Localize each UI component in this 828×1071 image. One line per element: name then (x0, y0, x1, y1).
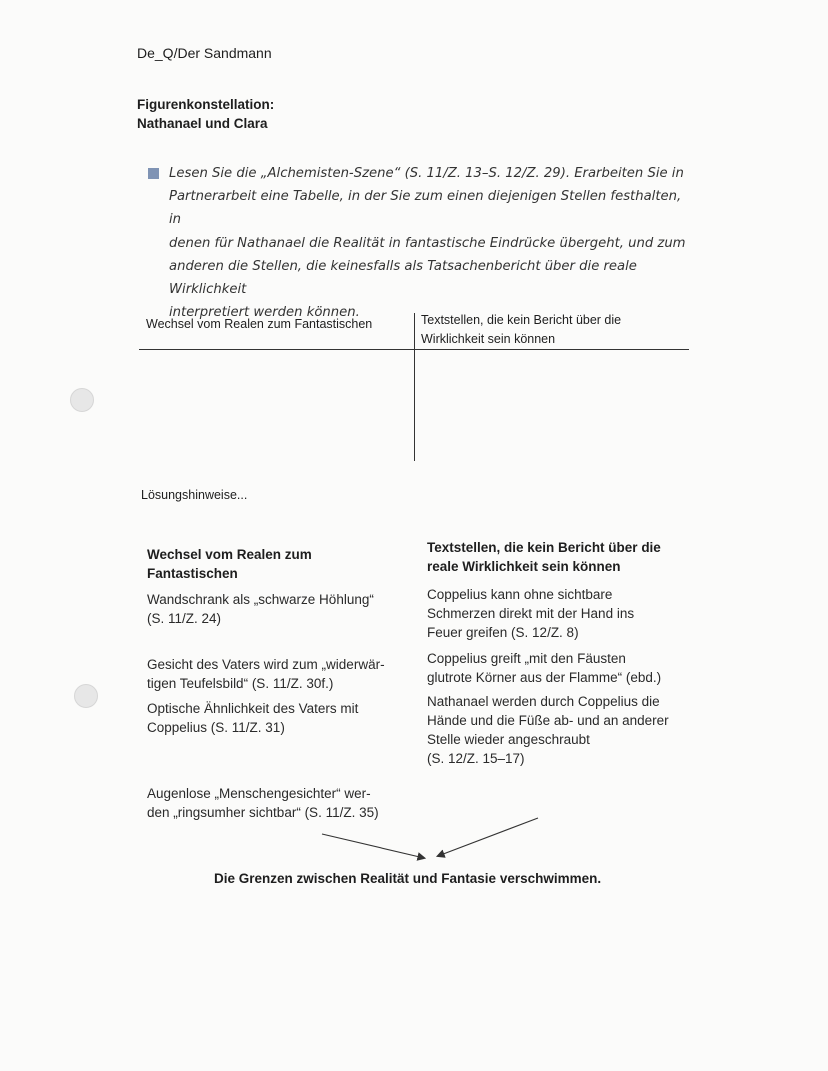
conclusion-text: Die Grenzen zwischen Realität und Fantasie verschwimmen. (214, 871, 602, 886)
header-line: Textstellen, die kein Bericht über die (421, 313, 622, 327)
item-line: (S. 11/Z. 24) (147, 611, 222, 626)
item-line: Nathanael werden durch Coppelius die (427, 694, 660, 709)
arrow-left (322, 834, 424, 858)
task-line: Partnerarbeit eine Tabelle, in der Sie zum einen diejenigen Stellen festhalten, in (169, 189, 682, 228)
solution-col1-heading (147, 545, 312, 583)
item-line: den „ringsumher sichtbar“ (S. 11/Z. 35) (147, 805, 379, 820)
item-line: Coppelius greift „mit den Fäusten (427, 651, 626, 666)
punch-hole (70, 388, 94, 412)
solution-col2-heading (427, 538, 661, 576)
page-header: De_Q/Der Sandmann (137, 45, 272, 61)
item-line: Stelle wieder angeschraubt (427, 732, 590, 747)
task-line: interpretiert werden können. (169, 305, 360, 321)
solution-label: Lösungshinweise... (141, 488, 248, 502)
item-line: Optische Ähnlichkeit des Vaters mit (147, 701, 359, 716)
item-line: Coppelius (S. 11/Z. 31) (147, 720, 285, 735)
item-line: Gesicht des Vaters wird zum „widerwär- (147, 657, 385, 672)
solution-item (427, 692, 669, 768)
solution-item (147, 655, 385, 693)
table-col2-header (421, 311, 681, 349)
item-line: Schmerzen direkt mit der Hand ins (427, 606, 635, 621)
task-line: denen für Nathanael die Realität in fantastische Eindrücke übergeht, und zum (169, 235, 686, 251)
task-line: Lesen Sie die „Alchemisten-Szene“ (S. 11/Z. 13–S. 12/Z. 29). Erarbeiten Sie in (169, 166, 684, 181)
task-instruction (169, 162, 689, 324)
heading-line: Textstellen, die kein Bericht über die (427, 540, 661, 555)
item-line: glutrote Körner aus der Flamme“ (ebd.) (427, 670, 662, 685)
heading-line: Wechsel vom Realen zum (147, 547, 312, 562)
solution-item (427, 649, 661, 687)
title-line: Nathanael und Clara (137, 116, 268, 131)
arrow-right (438, 818, 538, 856)
task-line: anderen die Stellen, die keinesfalls als Tatsachenbericht über die reale Wirklichkeit (169, 258, 637, 298)
solution-item (147, 590, 374, 628)
table-vertical-rule (414, 313, 415, 461)
item-line: Wandschrank als „schwarze Höhlung“ (147, 592, 374, 607)
solution-item (147, 699, 358, 737)
table-col1-header: Wechsel vom Realen zum Fantastischen (146, 317, 373, 331)
item-line: Augenlose „Menschengesichter“ wer- (147, 786, 371, 801)
item-line: Hände und die Füße ab- und an anderer (427, 713, 669, 728)
solution-item (427, 585, 634, 642)
title-line: Figurenkonstellation: (137, 97, 275, 112)
header-line: Wirklichkeit sein können (421, 332, 556, 346)
item-line: Coppelius kann ohne sichtbare (427, 587, 613, 602)
item-line: tigen Teufelsbild“ (S. 11/Z. 30f.) (147, 676, 334, 691)
item-line: (S. 12/Z. 15–17) (427, 751, 525, 766)
worksheet-title (137, 95, 274, 133)
punch-hole (74, 684, 98, 708)
heading-line: reale Wirklichkeit sein können (427, 559, 621, 574)
item-line: Feuer greifen (S. 12/Z. 8) (427, 625, 579, 640)
heading-line: Fantastischen (147, 566, 238, 581)
task-bullet-icon (148, 168, 159, 179)
converging-arrows (300, 810, 550, 870)
